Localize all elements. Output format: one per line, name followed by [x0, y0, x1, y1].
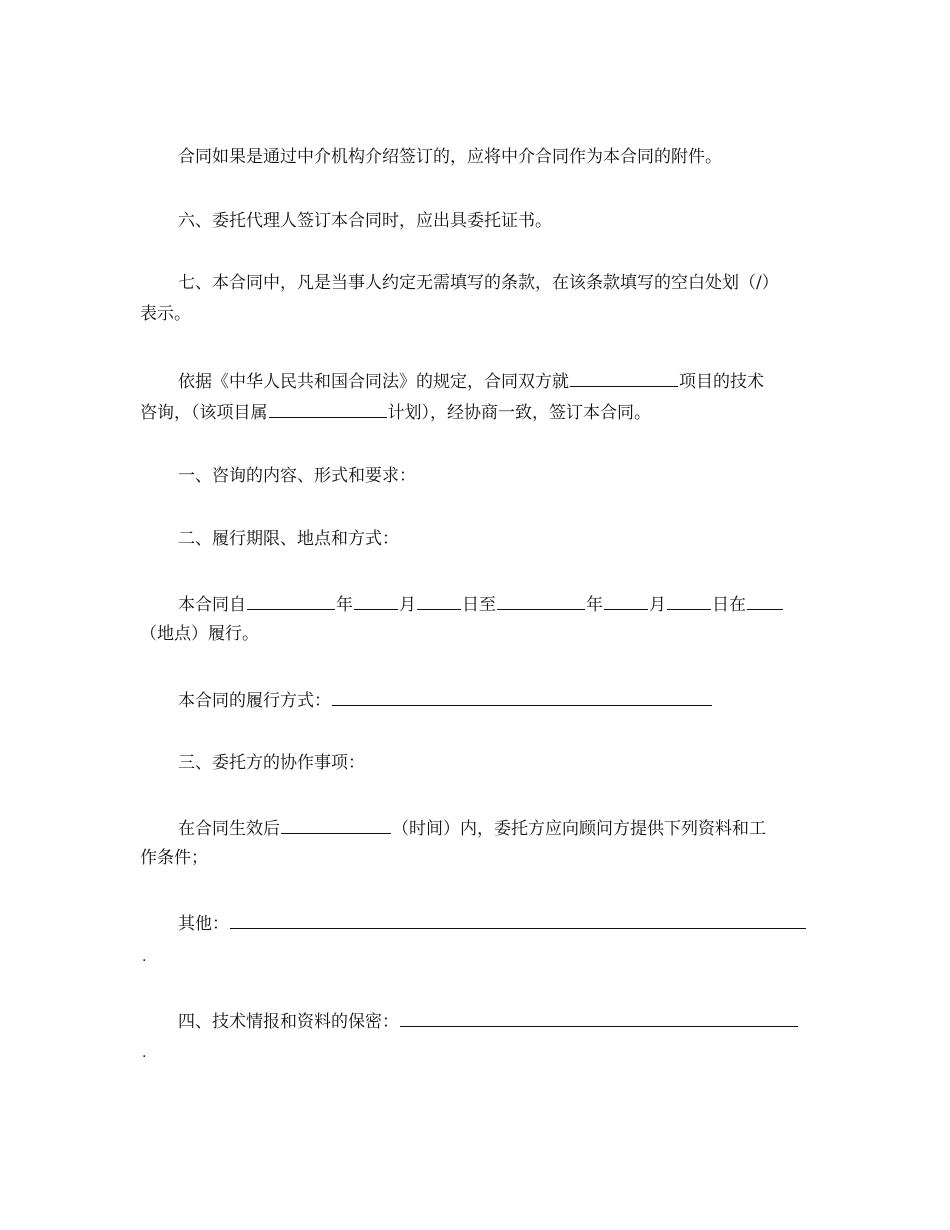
period-line1 [140, 592, 812, 616]
other-line [140, 911, 812, 935]
paragraph-six [140, 210, 812, 232]
text: 依据《中华人民共和国合同法》的规定，合同双方就 [178, 372, 569, 392]
text: 其他： [178, 914, 229, 934]
text: 四、技术情报和资料的保密： [178, 1012, 399, 1032]
method-line [140, 688, 812, 712]
time-blank[interactable] [281, 816, 391, 834]
text: 咨询，（该项目属 [140, 403, 268, 423]
cooperation-line1 [140, 816, 812, 840]
text: 计划），经协商一致，签订本合同。 [387, 403, 651, 423]
text: 二、履行期限、地点和方式： [178, 529, 399, 549]
end-month-blank[interactable] [604, 592, 648, 610]
text: 年 [586, 595, 603, 615]
paragraph-seven-line2 [140, 303, 812, 325]
location-blank[interactable] [747, 592, 783, 610]
text: 六、委托代理人签订本合同时，应出具委托证书。 [178, 211, 552, 231]
text: 七、本合同中，凡是当事人约定无需填写的条款，在该条款填写的空白处划（/） [178, 273, 779, 293]
end-mark: . [142, 949, 147, 965]
plan-name-blank[interactable] [269, 400, 387, 418]
text: 作条件； [140, 848, 208, 868]
end-mark: . [142, 1045, 147, 1061]
period-line2 [140, 623, 812, 645]
paragraph-basis-line2 [140, 400, 812, 424]
text: 表示。 [140, 304, 191, 324]
section-one-heading [140, 465, 812, 487]
end-year-blank[interactable] [497, 592, 585, 610]
text: 合同如果是通过中介机构介绍签订的，应将中介合同作为本合同的附件。 [178, 147, 722, 167]
text: 本合同的履行方式： [178, 691, 331, 711]
text: 日在 [712, 595, 746, 615]
text: 一、咨询的内容、形式和要求： [178, 466, 416, 486]
text: （时间）内，委托方应向顾问方提供下列资料和工 [392, 819, 766, 839]
paragraph-basis-line1 [140, 369, 812, 393]
text: 年 [336, 595, 353, 615]
text: 项目的技术 [679, 372, 764, 392]
text: 月 [649, 595, 666, 615]
text: 在合同生效后 [178, 819, 280, 839]
text: 日至 [462, 595, 496, 615]
confidentiality-blank[interactable] [400, 1009, 798, 1027]
start-day-blank[interactable] [417, 592, 461, 610]
start-year-blank[interactable] [247, 592, 335, 610]
paragraph-intermediary [140, 146, 812, 168]
text: 三、委托方的协作事项： [178, 753, 365, 773]
section-four-heading [140, 1009, 812, 1033]
text: 月 [399, 595, 416, 615]
project-name-blank[interactable] [570, 369, 678, 387]
text: （地点）履行。 [140, 624, 259, 644]
section-three-heading [140, 752, 812, 774]
paragraph-seven-line1 [140, 272, 812, 294]
section-two-heading [140, 528, 812, 550]
text: 本合同自 [178, 595, 246, 615]
other-blank[interactable] [230, 911, 806, 929]
cooperation-line2 [140, 847, 812, 869]
start-month-blank[interactable] [354, 592, 398, 610]
method-blank[interactable] [332, 688, 712, 706]
end-day-blank[interactable] [667, 592, 711, 610]
